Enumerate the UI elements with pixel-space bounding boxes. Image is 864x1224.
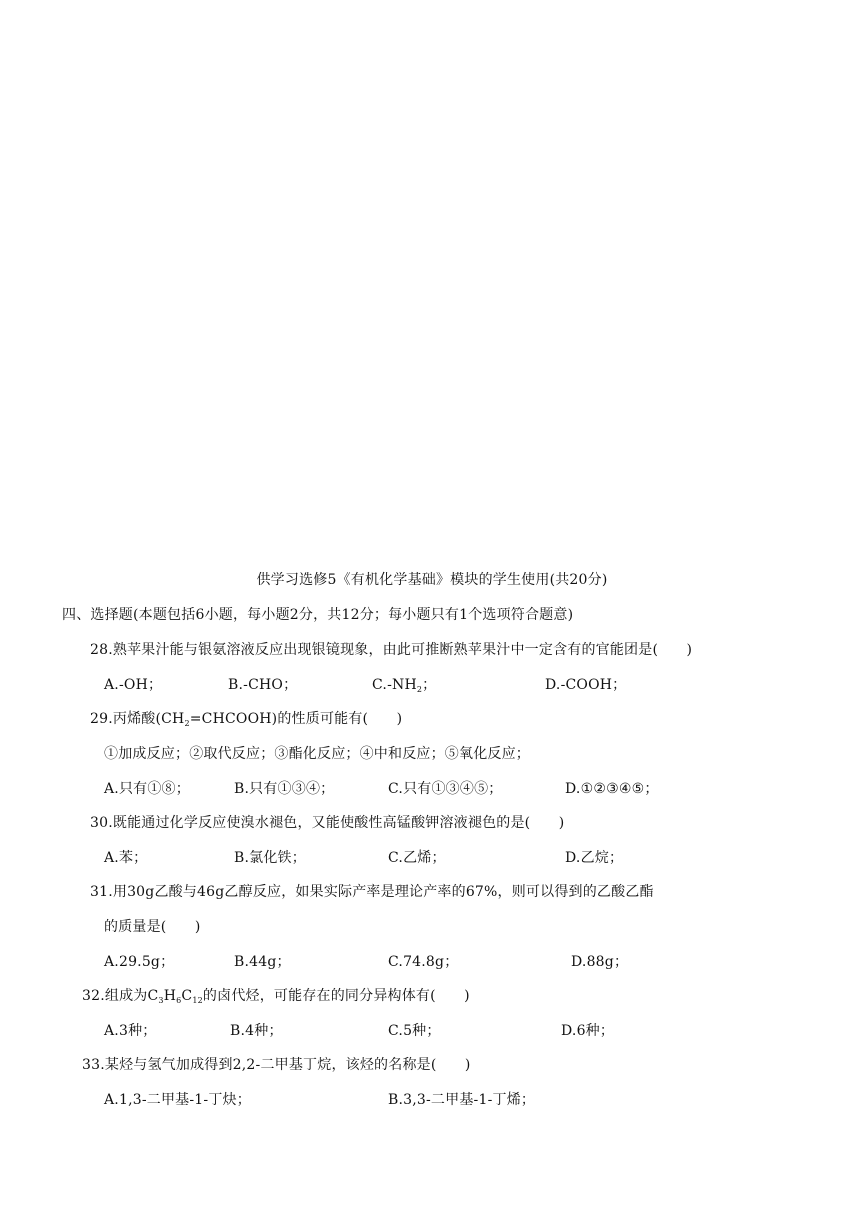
question-31-option-d: D.88g； bbox=[571, 954, 629, 970]
section-title: 供学习选修5《有机化学基础》模块的学生使用(共20分) bbox=[256, 572, 608, 588]
question-29-stem: 29.丙烯酸$(CH_2=CHCOOH)$的性质可能有( ) bbox=[90, 711, 403, 728]
question-32-option-a: A.3种； bbox=[104, 1023, 157, 1039]
section-heading: 四、选择题(本题包括6小题，每小题2分，共12分；每小题只有1个选项符合题意) bbox=[62, 607, 574, 623]
question-29-option-c: C.只有①③④⑤； bbox=[388, 781, 503, 797]
question-33-option-b: B.3,3-二甲基-1-丁烯； bbox=[388, 1092, 536, 1108]
question-32-option-b: B.4种； bbox=[230, 1023, 283, 1039]
question-29-option-a: A.只有①⑧； bbox=[104, 781, 190, 797]
question-28-stem: 28.熟苹果汁能与银氨溶液反应出现银镜现象，由此可推断熟苹果汁中一定含有的官能团是( ) bbox=[90, 642, 693, 658]
question-29-option-d: D.①②③④⑤； bbox=[565, 781, 659, 797]
question-31-option-b: B.44g； bbox=[234, 954, 291, 970]
question-30-option-d: D.乙烷； bbox=[565, 850, 624, 866]
question-31-stem: 31.用30g乙酸与46g乙醇反应，如果实际产率是理论产率的67%，则可以得到的乙酸乙酯 bbox=[90, 884, 654, 900]
question-29-options-list: ①加成反应；②取代反应；③酯化反应；④中和反应；⑤氧化反应； bbox=[104, 746, 530, 762]
question-31-option-a: A.29.5g； bbox=[104, 954, 175, 970]
question-31-stem-continued: 的质量是( ) bbox=[104, 919, 201, 935]
question-28-option-b: B.-CHO； bbox=[228, 677, 298, 693]
question-32-stem: 32.组成为$C_3H_6C_{12}$的卤代烃，可能存在的同分异构体有( ) bbox=[82, 988, 470, 1005]
question-30-option-b: B.氯化铁； bbox=[234, 850, 306, 866]
question-32-option-d: D.6种； bbox=[561, 1023, 615, 1039]
question-30-stem: 30.既能通过化学反应使溴水褪色，又能使酸性高锰酸钾溶液褪色的是( ) bbox=[90, 815, 565, 831]
question-28-option-c: $C.-NH_2$； bbox=[372, 677, 437, 694]
question-29-option-b: B.只有①③④； bbox=[234, 781, 335, 797]
question-33-option-a: A.1,3-二甲基-1-丁炔； bbox=[104, 1092, 251, 1108]
question-28-option-d: D.-COOH； bbox=[545, 677, 627, 693]
question-28-option-a: A.-OH； bbox=[104, 677, 163, 693]
question-30-option-a: A.苯； bbox=[104, 850, 148, 866]
question-32-option-c: C.5种； bbox=[388, 1023, 441, 1039]
question-33-stem: 33.某烃与氢气加成得到2,2-二甲基丁烷，该烃的名称是( ) bbox=[82, 1057, 471, 1073]
question-31-option-c: C.74.8g； bbox=[388, 954, 459, 970]
question-30-option-c: C.乙烯； bbox=[388, 850, 446, 866]
